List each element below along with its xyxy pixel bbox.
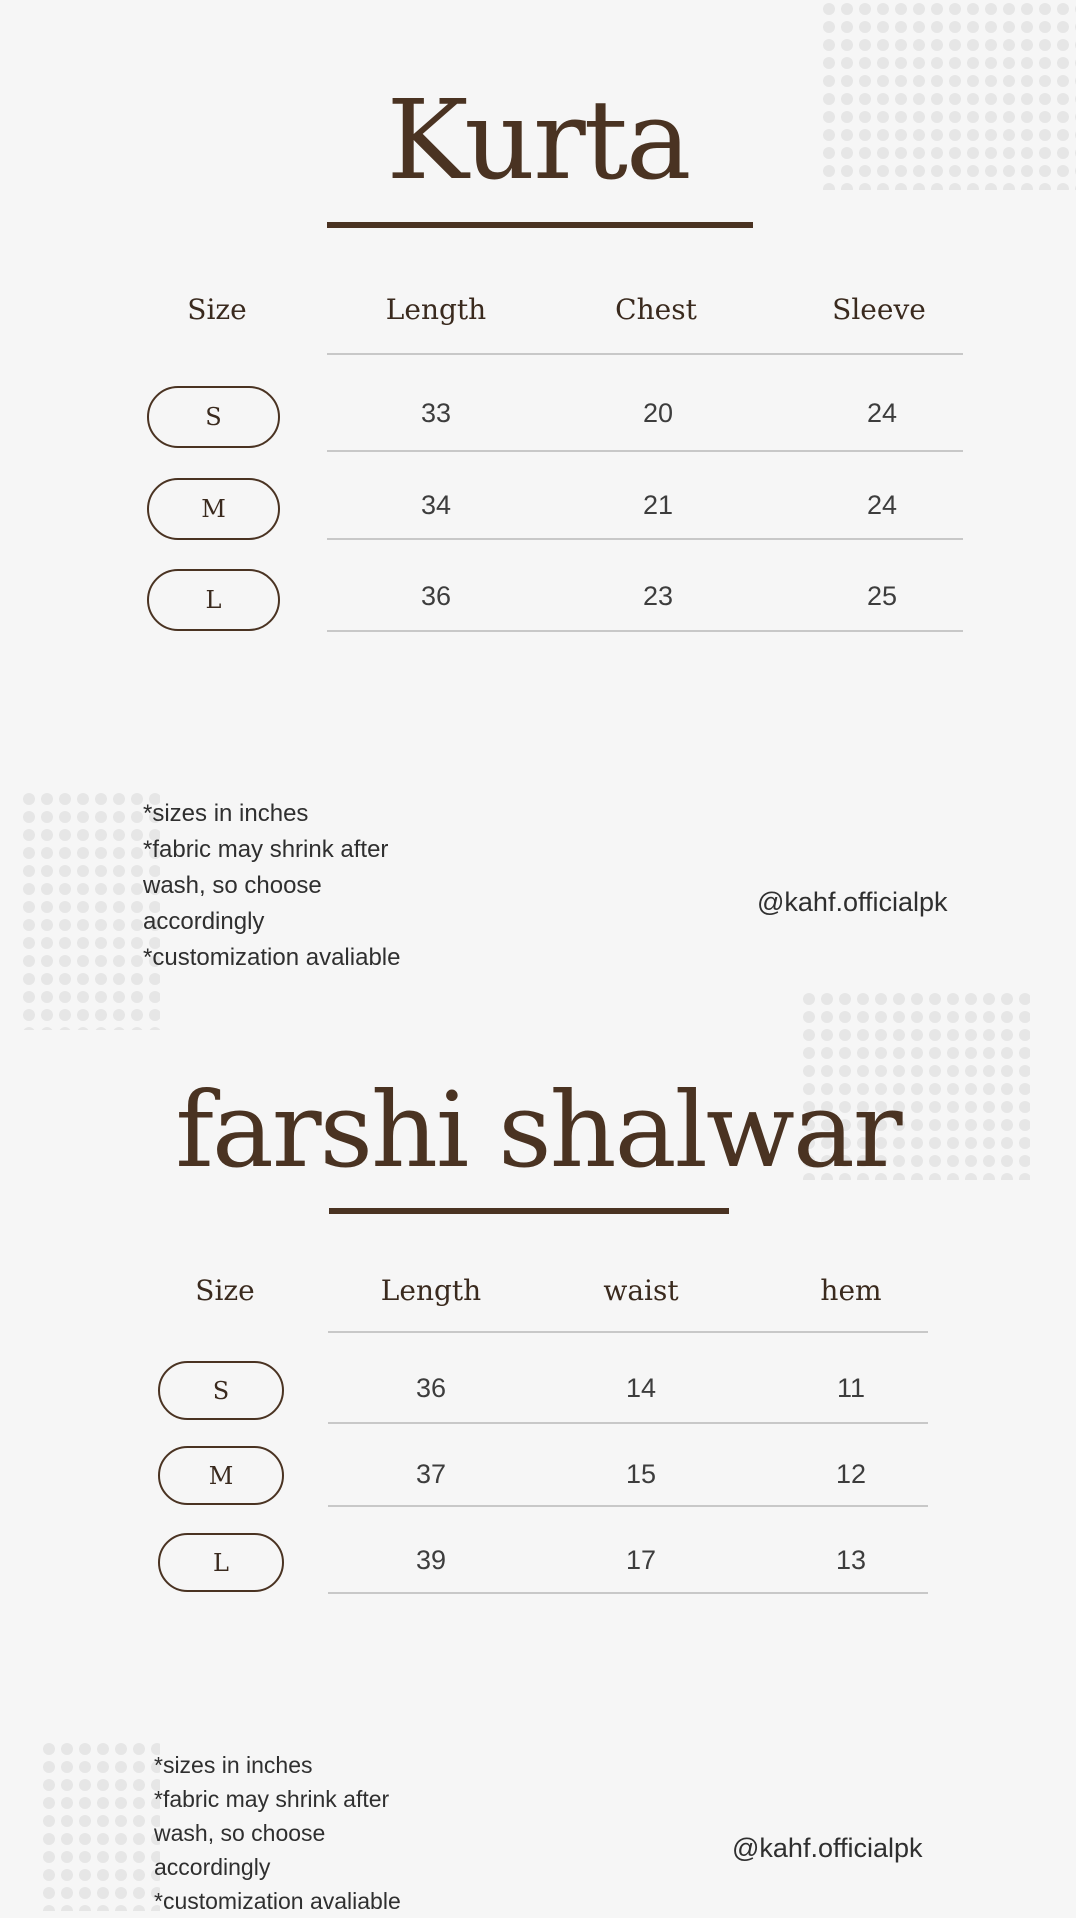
- note-line: *sizes in inches: [143, 800, 309, 827]
- note-line: wash, so choose: [143, 872, 322, 899]
- note-line: *fabric may shrink after: [154, 1786, 390, 1812]
- kurta-row-rule: [327, 538, 963, 540]
- shalwar-header-rule: [328, 1331, 928, 1333]
- kurta-row-rule: [327, 450, 963, 452]
- shalwar-hem-s: 11: [836, 1373, 866, 1403]
- shalwar-title: farshi shalwar: [175, 1069, 901, 1191]
- shalwar-header-size: Size: [195, 1274, 255, 1307]
- shalwar-instagram-handle: @kahf.officialpk: [732, 1833, 923, 1863]
- halftone-bottom-left: [40, 1740, 160, 1911]
- kurta-title-rule: [327, 222, 753, 228]
- kurta-chest-s: 20: [642, 398, 674, 428]
- kurta-header-length: Length: [385, 293, 487, 326]
- shalwar-size-pill-m: M: [158, 1446, 284, 1505]
- kurta-length-s: 33: [420, 398, 452, 428]
- note-line: *customization avaliable: [143, 944, 401, 971]
- shalwar-row-rule: [328, 1422, 928, 1424]
- shalwar-waist-l: 17: [625, 1545, 657, 1575]
- shalwar-header-length: Length: [380, 1274, 482, 1307]
- shalwar-waist-m: 15: [625, 1459, 657, 1489]
- shalwar-title-rule: [329, 1208, 729, 1214]
- note-line: *fabric may shrink after: [143, 836, 389, 863]
- kurta-size-pill-l: L: [147, 569, 280, 631]
- kurta-size-pill-s: S: [147, 386, 280, 448]
- kurta-header-rule: [327, 353, 963, 355]
- kurta-instagram-handle: @kahf.officialpk: [757, 887, 948, 917]
- kurta-title: Kurta: [386, 76, 690, 204]
- kurta-header-size: Size: [187, 293, 247, 326]
- shalwar-row-rule: [328, 1592, 928, 1594]
- kurta-chest-l: 23: [642, 581, 674, 611]
- shalwar-size-pill-l: L: [158, 1533, 284, 1592]
- halftone-mid-left: [20, 790, 160, 1030]
- kurta-sleeve-l: 25: [866, 581, 898, 611]
- note-line: wash, so choose: [154, 1820, 326, 1846]
- kurta-sleeve-m: 24: [866, 490, 898, 520]
- kurta-chest-m: 21: [642, 490, 674, 520]
- kurta-size-pill-m: M: [147, 478, 280, 540]
- kurta-notes: [143, 796, 400, 976]
- shalwar-waist-s: 14: [625, 1373, 657, 1403]
- shalwar-length-m: 37: [415, 1459, 447, 1489]
- shalwar-notes: [154, 1748, 401, 1918]
- shalwar-hem-l: 13: [835, 1545, 867, 1575]
- kurta-header-chest: Chest: [615, 293, 697, 326]
- kurta-length-l: 36: [420, 581, 452, 611]
- note-line: accordingly: [143, 908, 265, 935]
- note-line: *sizes in inches: [154, 1752, 313, 1778]
- shalwar-header-hem: hem: [820, 1274, 882, 1307]
- shalwar-size-pill-s: S: [158, 1361, 284, 1420]
- note-line: *customization avaliable: [154, 1888, 401, 1914]
- kurta-row-rule: [327, 630, 963, 632]
- shalwar-length-l: 39: [415, 1545, 447, 1575]
- shalwar-row-rule: [328, 1505, 928, 1507]
- kurta-sleeve-s: 24: [866, 398, 898, 428]
- shalwar-hem-m: 12: [835, 1459, 867, 1489]
- kurta-header-sleeve: Sleeve: [832, 293, 926, 326]
- shalwar-header-waist: waist: [603, 1274, 679, 1307]
- kurta-length-m: 34: [420, 490, 452, 520]
- shalwar-length-s: 36: [415, 1373, 447, 1403]
- note-line: accordingly: [154, 1854, 271, 1880]
